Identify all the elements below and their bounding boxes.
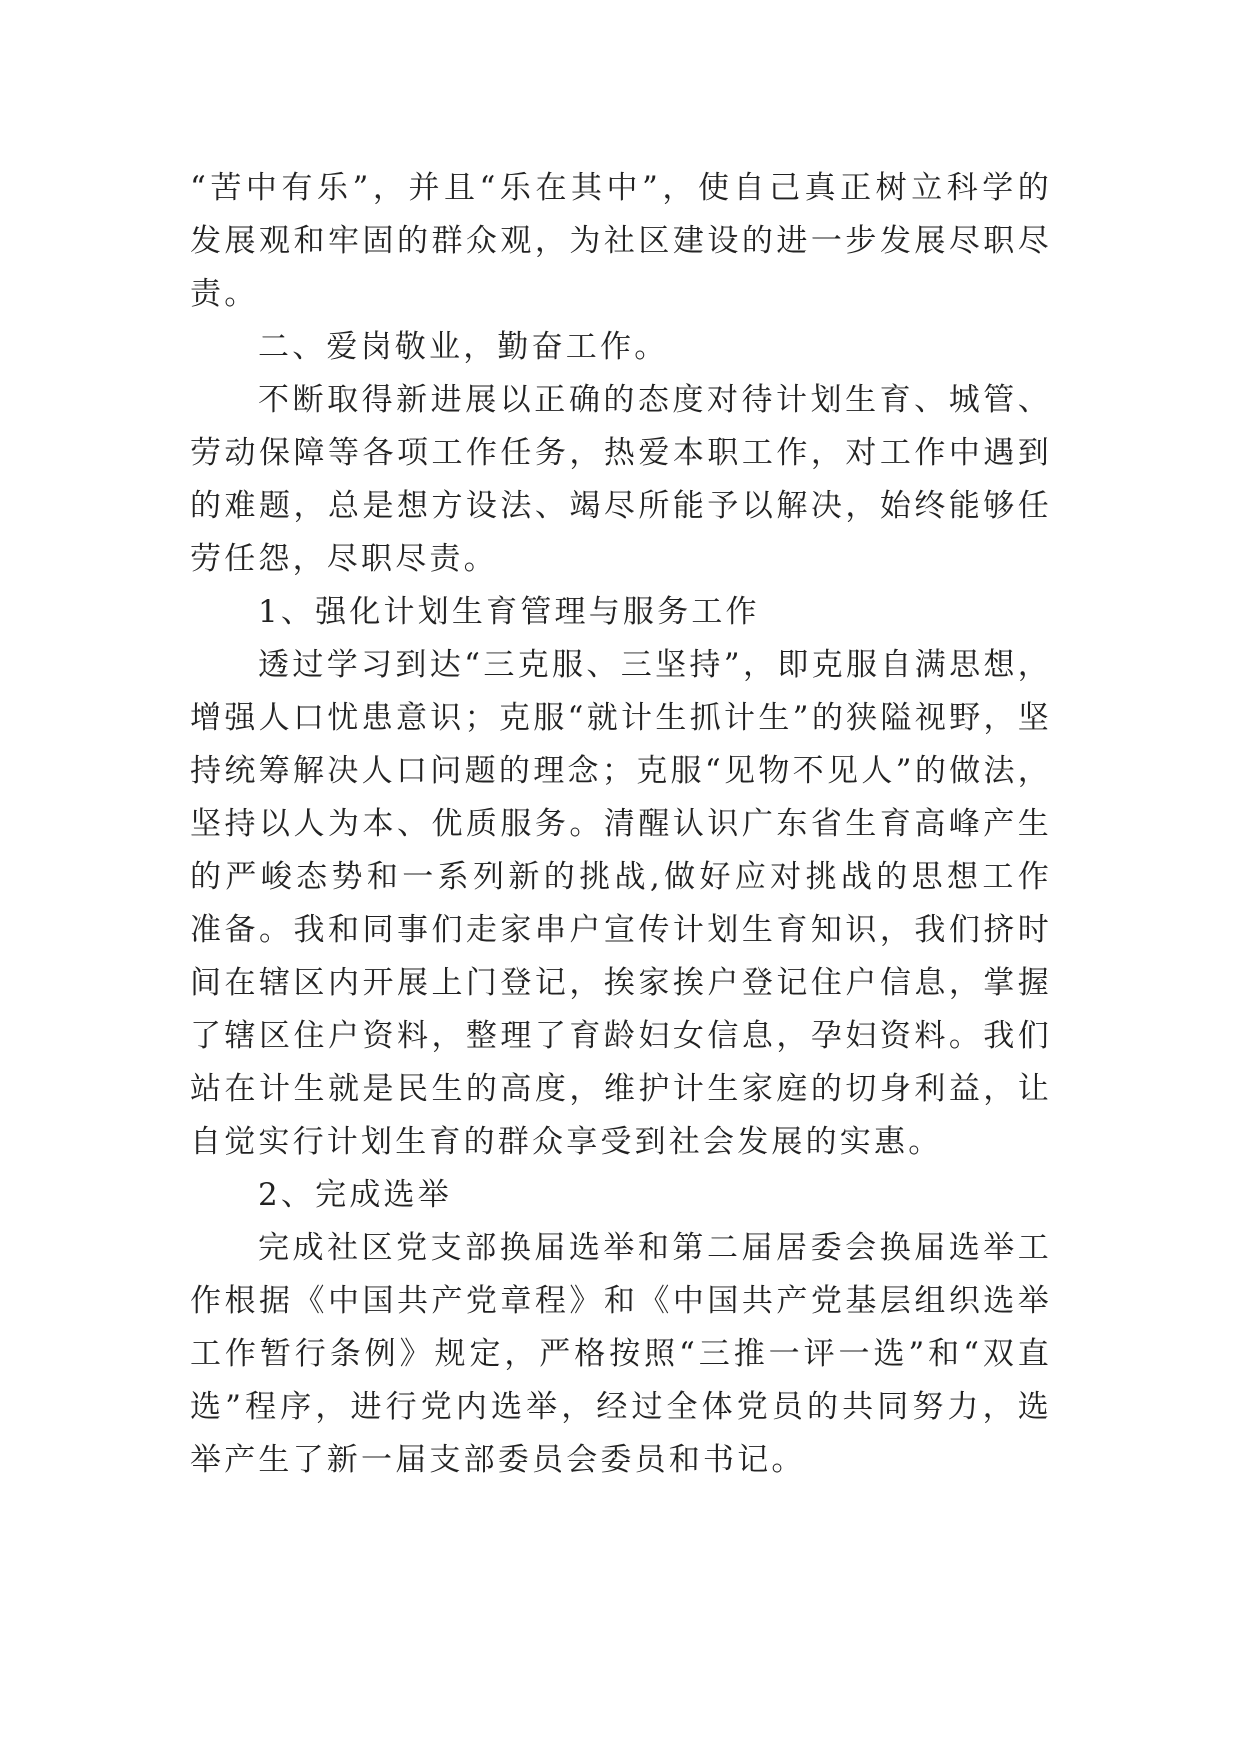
subheading-election: 2、完成选举: [258, 1177, 452, 1213]
document-body: [190, 162, 1052, 1487]
paragraph-continuation: “苦中有乐”，并且“乐在其中”，使自己真正树立科学的发展观和牢固的群众观，为社区建设的进一步发展尽职尽责。: [190, 170, 1052, 312]
section-heading-2: 二、爱岗敬业，勤奋工作。: [258, 329, 669, 365]
subheading-family-planning: 1、强化计划生育管理与服务工作: [258, 594, 760, 630]
paragraph-election: 完成社区党支部换届选举和第二届居委会换届选举工作根据《中国共产党章程》和《中国共产党基层组织选举工作暂行条例》规定，严格按照“三推一评一选”和“双直选”程序，进行党内选举，经过全体党员的共同努力，选举产生了新一届支部委员会委员和书记。: [190, 1230, 1052, 1478]
paragraph-family-planning: 透过学习到达“三克服、三坚持”，即克服自满思想，增强人口忧患意识；克服“就计生抓计生”的狭隘视野，坚持统筹解决人口问题的理念；克服“见物不见人”的做法，坚持以人为本、优质服务。清醒认识广东省生育高峰产生的严峻态势和一系列新的挑战,做好应对挑战的思想工作准备。我和同事们走家串户宣传计划生育知识，我们挤时间在辖区内开展上门登记，挨家挨户登记住户信息，掌握了辖区住户资料，整理了育龄妇女信息，孕妇资料。我们站在计生就是民生的高度，维护计生家庭的切身利益，让自觉实行计划生育的群众享受到社会发展的实惠。: [190, 647, 1052, 1160]
paragraph-work-attitude: 不断取得新进展以正确的态度对待计划生育、城管、劳动保障等各项工作任务，热爱本职工作，对工作中遇到的难题，总是想方设法、竭尽所能予以解决，始终能够任劳任怨，尽职尽责。: [190, 382, 1052, 577]
